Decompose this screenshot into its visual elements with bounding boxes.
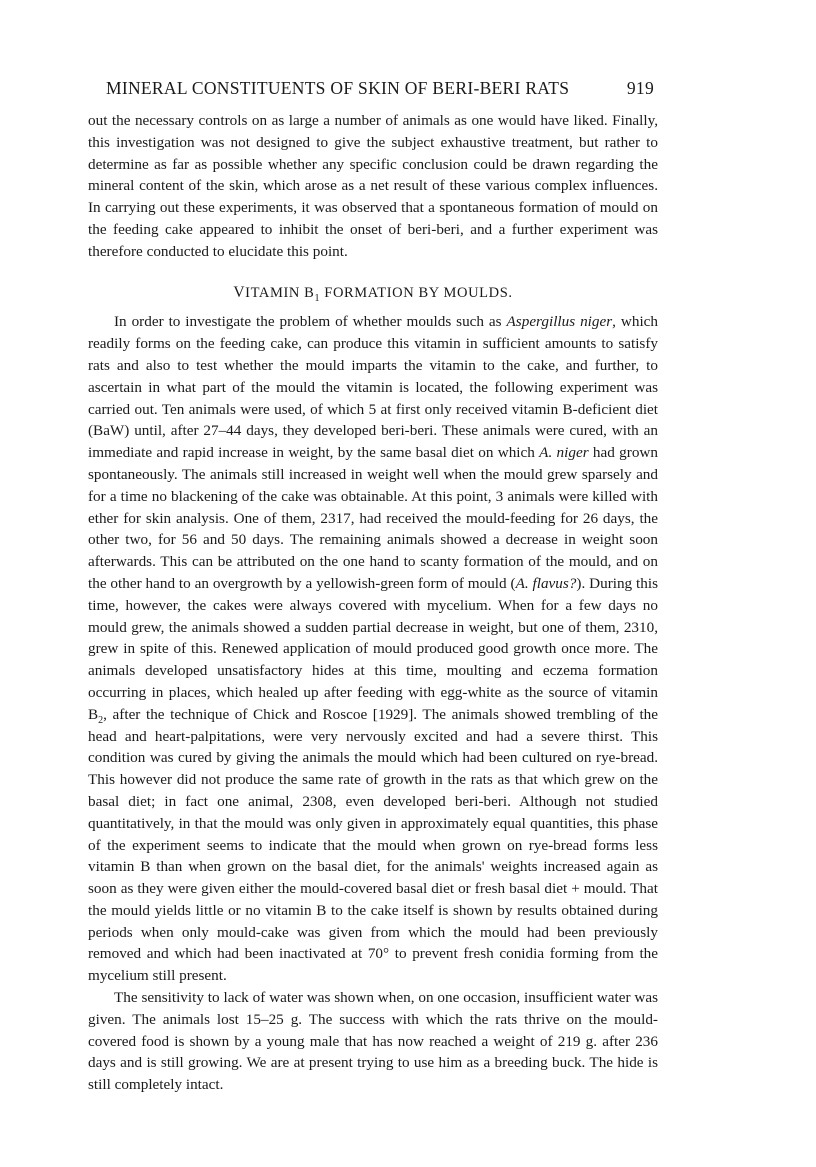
paragraph-continuation: out the necessary controls on as large a number of animals as one would have liked. Finally, this investigation was not designed to give the subject exhaustive treatment, but rather to determine as far as possible whether any specific conclusion could be drawn regarding the mineral content of the skin, which arose as a net result of these various complex influences. In carrying out these experiments, it was observed that a spontaneous formation of mould on the feeding cake appeared to inhibit the onset of beri-beri, and a further experiment was therefore conducted to elucidate this point. [88, 112, 658, 260]
text-run: In order to investigate the problem of whether moulds such as [114, 313, 507, 331]
page-number: 919 [626, 78, 654, 98]
text-run: , which readily forms on the feeding cake, can produce this vitamin in sufficient amounts to satisfy rats and also to test whether the mould imparts the vitamin to the cake, and further, to ascertain in what part of the mould the vitamin is located, the following experiment was carried out. Ten animals were used, of which 5 at first only received vitamin B-deficient diet (BaW) until, after 27–44 days, they developed beri-beri. These animals were cured, with an immediate and rapid increase in weight, by the same basal diet on which [88, 313, 659, 462]
heading-subscript: 1 [314, 292, 321, 304]
species-name: Aspergillus niger [506, 313, 613, 331]
species-name: A. niger [539, 444, 589, 462]
heading-text-part2: FORMATION BY MOULDS. [320, 284, 513, 301]
text-run: ). During this time, however, the cakes were always covered with mycelium. When for a few days no mould grew, the animals showed a sudden partial decrease in weight, but one of them, 2310, grew in spite of this. Renewed application of mould produced good growth once more. The animals developed unsatisfactory hides at this time, moulting and eczema formation occurring in places, which healed up after feeding with egg-white as the source of vitamin B [88, 574, 658, 723]
species-name: A. flavus? [515, 574, 577, 592]
running-header [106, 78, 654, 99]
paragraph-water: The sensitivity to lack of water was shown when, on one occasion, insufficient water was given. The animals lost 15–25 g. The success with which the rats thrive on the mould-covered food is shown by a young male that has now reached a weight of 219 g. after 236 days and is still growing. We are at present trying to use him as a breeding buck. The hide is still completely intact. [88, 989, 658, 1094]
body-text [88, 110, 658, 1096]
text-run: , after the technique of Chick and Roscoe [1929]. The animals showed trembling of the head and heart-palpitations, were very nervously excited and had a severe thirst. This condition was cured by giving the animals the mould which had been cultured on rye-bread. This however did not produce the same rate of growth in the rats as that which grew on the basal diet; in fact one animal, 2308, even developed beri-beri. Although not studied quantitatively, in that the mould was only given in approximately equal quantities, this phase of the experiment seems to indicate that the mould when grown on rye-bread forms less vitamin B than when grown on the basal diet, for the animals' weights increased again as soon as they were given either the mould-covered basal diet or fresh basal diet + mould. That the mould yields little or no vitamin B to the cake itself is shown by results obtained during periods when only mould-cake was given from which the mould had been previously removed and which had been inactivated at 70° to prevent fresh conidia forming from the mycelium still present. [88, 705, 658, 985]
section-heading [88, 282, 658, 305]
paragraph-experiment [88, 311, 658, 987]
heading-initial: V [233, 283, 246, 301]
running-title: MINERAL CONSTITUENTS OF SKIN OF BERI-BERI RATS [106, 78, 570, 98]
heading-text-part1: ITAMIN B [245, 284, 315, 301]
text-run: had grown spontaneously. The animals still increased in weight well when the mould grew sparsely and for a time no blackening of the cake was obtainable. At this point, 3 animals were killed with ether for skin analysis. One of them, 2317, had received the mould-feeding for 26 days, the other two, for 56 and 50 days. The remaining animals showed a decrease in weight soon afterwards. This can be attributed on the one hand to scanty formation of the mould, and on the other hand to an overgrowth by a yellowish-green form of mould ( [88, 444, 658, 592]
vitamin-subscript: 2 [98, 714, 104, 726]
